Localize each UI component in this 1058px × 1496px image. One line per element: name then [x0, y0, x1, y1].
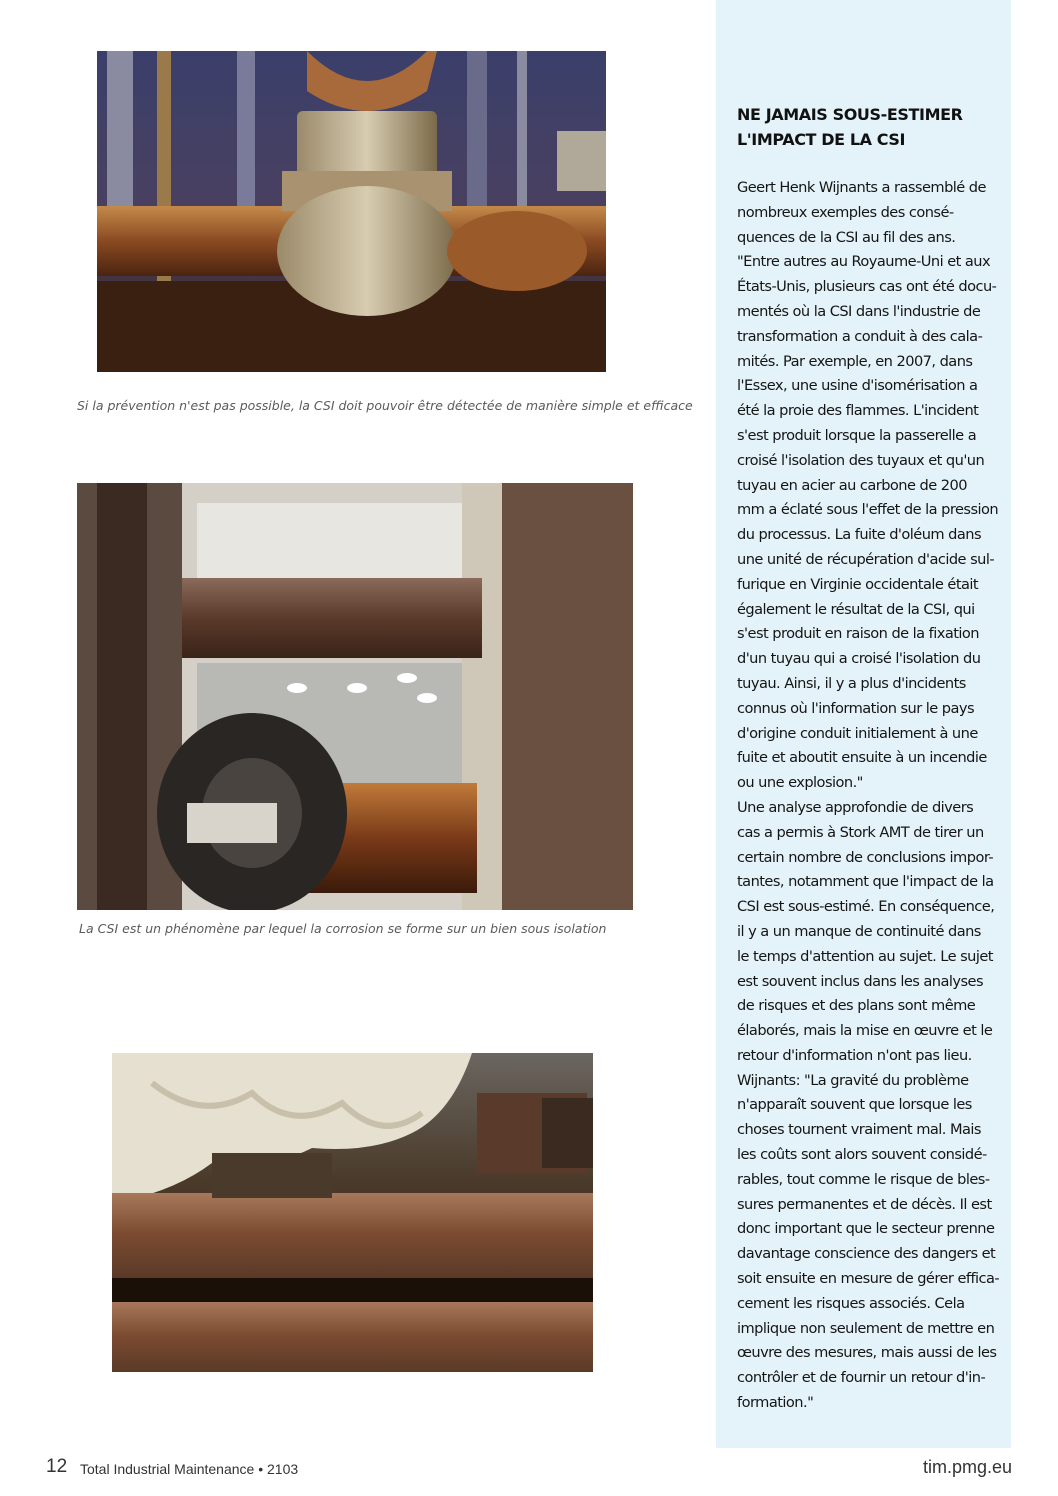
body-line: mm a éclaté sous l'effet de la pression	[737, 501, 999, 519]
body-line: connus où l'information sur le pays	[737, 699, 975, 717]
website-link[interactable]: tim.pmg.eu	[922, 1457, 1012, 1477]
magazine-issue: Total Industrial Maintenance • 2103	[80, 1461, 299, 1477]
body-line: n'apparaît souvent que lorsque les	[737, 1096, 972, 1114]
body-line: s'est produit lorsque la passerelle a	[737, 426, 977, 444]
body-line: également le résultat de la CSI, qui	[737, 600, 975, 618]
photo-rusty-flange	[112, 1053, 593, 1372]
body-line: nombreux exemples des consé-	[737, 203, 954, 221]
body-line: Une analyse approfondie de divers	[737, 798, 974, 816]
body-line: sures permanentes et de décès. Il est	[737, 1195, 992, 1213]
body-line: une unité de récupération d'acide sul-	[737, 550, 995, 568]
photo-caption: Si la prévention n'est pas possible, la CSI doit pouvoir être détectée de manière simple et efficace	[77, 398, 693, 413]
sidebar-body	[737, 176, 999, 1416]
body-line: l'Essex, une usine d'isomérisation a	[737, 377, 978, 395]
body-line: il y a un manque de continuité dans	[737, 922, 981, 940]
body-line: rables, tout comme le risque de bles-	[737, 1170, 990, 1188]
body-line: tuyau. Ainsi, il y a plus d'incidents	[737, 674, 966, 692]
body-line: œuvre des mesures, mais aussi de les	[737, 1344, 997, 1362]
title-line: L'IMPACT DE LA CSI	[737, 130, 906, 149]
body-line: élaborés, mais la mise en œuvre et le	[737, 1022, 993, 1040]
body-line: s'est produit en raison de la fixation	[737, 625, 979, 643]
body-line: du processus. La fuite d'oléum dans	[737, 526, 982, 544]
body-line: croisé l'isolation des tuyaux et qu'un	[737, 451, 985, 469]
body-line: de risques et des plans sont même	[737, 997, 976, 1015]
body-line: contrôler et de fournir un retour d'in-	[737, 1369, 986, 1387]
body-line: Geert Henk Wijnants a rassemblé de	[737, 179, 986, 196]
body-line: quences de la CSI au fil des ans.	[737, 228, 956, 246]
body-line: tuyau en acier au carbone de 200	[737, 476, 967, 494]
sidebar-title	[737, 102, 997, 152]
body-line: est souvent inclus dans les analyses	[737, 972, 984, 990]
title-line: NE JAMAIS SOUS-ESTIMER	[737, 105, 963, 124]
body-line: certain nombre de conclusions impor-	[737, 848, 994, 866]
body-line: transformation a conduit à des cala-	[737, 327, 983, 345]
body-line: mités. Par exemple, en 2007, dans	[737, 352, 973, 370]
body-line: implique non seulement de mettre en	[737, 1319, 995, 1337]
body-line: États-Unis, plusieurs cas ont été docu-	[737, 278, 997, 296]
body-line: fuite et aboutit ensuite à un incendie	[737, 749, 987, 767]
body-line: furique en Virginie occidentale était	[737, 575, 979, 593]
body-line: choses tournent vraiment mal. Mais	[737, 1121, 981, 1139]
body-line: CSI est sous-estimé. En conséquence,	[737, 898, 995, 916]
photo-caption: La CSI est un phénomène par lequel la corrosion se forme sur un bien sous isolation	[79, 921, 607, 936]
body-line: mentés où la CSI dans l'industrie de	[737, 302, 981, 320]
body-line: donc important que le secteur prenne	[737, 1220, 995, 1238]
body-line: tantes, notamment que l'impact de la	[737, 873, 994, 891]
body-line: retour d'information n'ont pas lieu.	[737, 1046, 972, 1064]
body-line: Wijnants: "La gravité du problème	[737, 1071, 969, 1089]
body-line: d'origine conduit initialement à une	[737, 724, 978, 742]
body-line: été la proie des flammes. L'incident	[737, 402, 979, 420]
photo-rusty-valve	[97, 51, 606, 372]
body-line: d'un tuyau qui a croisé l'isolation du	[737, 650, 981, 668]
body-line: les coûts sont alors souvent considé-	[737, 1146, 987, 1164]
body-line: ou une explosion."	[737, 774, 863, 792]
body-line: davantage conscience des dangers et	[737, 1245, 996, 1263]
body-line: le temps d'attention au sujet. Le sujet	[737, 947, 993, 965]
body-line: cas a permis à Stork AMT de tirer un	[737, 823, 984, 841]
body-line: cement les risques associés. Cela	[737, 1294, 965, 1312]
body-line: "Entre autres au Royaume-Uni et aux	[737, 253, 991, 271]
body-line: soit ensuite en mesure de gérer effica-	[737, 1270, 1000, 1288]
page-number: 12	[46, 1456, 68, 1477]
photo-corroded-pipe	[77, 483, 633, 910]
body-line: formation."	[737, 1394, 814, 1412]
